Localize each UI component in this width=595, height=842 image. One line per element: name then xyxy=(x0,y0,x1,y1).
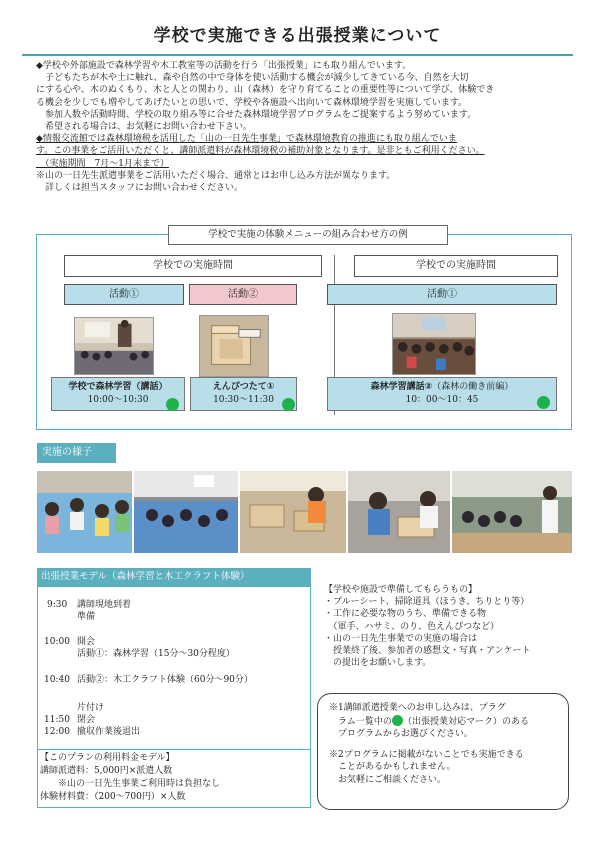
fee-line: ※山の一日先生事業ご利用時は負担なし xyxy=(40,779,221,789)
preparation-item: ・工作に必要な物のうち、準備できる物 xyxy=(324,609,487,620)
gallery-photo-4 xyxy=(348,471,450,553)
left-activity-1-card xyxy=(51,377,185,411)
combination-title: 学校で実施の体験メニューの組み合わせ方の例 xyxy=(168,225,448,245)
schedule-item: 準備 xyxy=(77,612,96,622)
fee-line: 体験材料費：（200〜700円）×人数 xyxy=(40,792,186,802)
intro-note-line: ※山の一日先生派遣事業をご活用いただく場合、通常とはお申し込み方法が異なります。 xyxy=(36,170,396,181)
intro-section xyxy=(36,60,581,194)
schedule-time: 9:30 xyxy=(47,600,68,610)
left-activity-2-name: えんぴつたて① xyxy=(212,382,275,392)
schedule-time: 11:50 xyxy=(44,715,70,725)
left-activity-2-label: 活動② xyxy=(189,284,297,305)
preparation-item: ・山の一日先生事業での実施の場合は xyxy=(324,633,478,644)
right-activity-1-subname: （森林の働き前編） xyxy=(432,382,514,392)
intro-line: ◆学校や外部施設で森林学習や木工教室等の活動を行う「出張授業」にも取り組んでいます。 xyxy=(36,61,412,71)
outreach-mark-icon xyxy=(282,398,295,411)
outreach-mark-icon xyxy=(392,715,403,726)
note-1-line: プログラムからお選びください。 xyxy=(338,729,473,739)
schedule-item: 撤収作業後退出 xyxy=(77,727,141,737)
intro-underlined-line: （実施期間 7月～1月末まで） xyxy=(36,158,169,169)
gallery-photo-2 xyxy=(134,471,238,553)
notes-box xyxy=(317,693,569,810)
preparation-item: の提出をお願いします。 xyxy=(324,658,432,669)
note-2-line: お気軽にご相談ください。 xyxy=(329,774,447,785)
schedule-item: 閉会 xyxy=(77,715,96,725)
outreach-mark-icon xyxy=(537,396,550,409)
combination-example-panel xyxy=(36,229,572,430)
left-schedule-heading: 学校での実施時間 xyxy=(64,255,322,277)
intro-underlined-line: す。この事業をご活用いただくと、講師派遣料が森林環境税の補助対象となります。是非ともご利用ください。 xyxy=(36,146,485,157)
note-1-text: ラム一覧中の xyxy=(338,716,392,727)
page-title: 学校で実施できる出張授業について xyxy=(153,26,442,46)
note-2-line: ※2プログラムに掲載がないことでも実施できる xyxy=(329,749,524,760)
note-2-line: ことがあるかもしれません。 xyxy=(329,762,456,772)
note-1-line: ※1講師派遣授業へのお申し込みは、プラグ xyxy=(329,703,506,713)
intro-line: 参加人数や活動時間、学校の取り組み等に合せた森林環境学習プログラムをご提案するよう努めています。 xyxy=(36,109,477,120)
lecture-photo xyxy=(74,317,154,375)
right-activity-1-label: 活動① xyxy=(327,284,557,305)
right-activity-1-card xyxy=(327,377,557,411)
intro-line: 子どもたちが木や土に触れ、森や自然の中で身体を使い活動する機会が減少してきている今、自然を大切 xyxy=(36,73,469,84)
left-activity-2-time: 10:30〜11:30 xyxy=(213,395,274,405)
right-schedule-heading: 学校での実施時間 xyxy=(354,255,558,277)
gallery-photo-3 xyxy=(240,471,346,553)
pencil-stand-photo xyxy=(199,315,269,377)
gallery-photo-1 xyxy=(37,471,132,553)
preparation-item: 授業終了後、参加者の感想文・写真・アンケート xyxy=(324,646,531,657)
schedule-time: 10:40 xyxy=(44,675,70,685)
intro-line: る機会を少しでも増やしてあげたいとの思いで、学校や各施設へ出向いて森林環境学習を実施しています。 xyxy=(36,97,468,108)
right-activity-1-time: 10：00〜10：45 xyxy=(405,395,479,405)
schedule-item: 片付け xyxy=(77,703,105,713)
preparation-item: （軍手、ハサミ、のり、色えんぴつなど） xyxy=(324,621,500,632)
schedule-item: 活動②：木工クラフト体験（60分〜90分） xyxy=(77,675,253,685)
fee-heading: 【このプランの利用料金モデル】 xyxy=(40,753,175,763)
schedule-time: 12:00 xyxy=(44,727,70,737)
schedule-item: 開会 xyxy=(77,637,96,647)
schedule-time: 10:00 xyxy=(44,637,70,647)
preparation-item: ・ブルーシート、掃除道具（ほうき、ちりとり等） xyxy=(324,597,530,608)
left-activity-2-card xyxy=(190,377,297,411)
fee-line: 講師派遣料：5,000円×派遣人数 xyxy=(40,766,173,776)
schedule-item: 講師現地到着 xyxy=(77,600,132,610)
note-1-line xyxy=(329,715,560,729)
left-activity-1-time: 10:00〜10:30 xyxy=(87,395,149,405)
right-activity-1-name: 森林学習講話② xyxy=(370,382,433,392)
left-activity-1-label: 活動① xyxy=(64,284,184,305)
forest-lecture-photo xyxy=(392,313,476,375)
intro-underlined-line: ◆情報交流館では森林環境税を活用した「山の一日先生事業」で森林環境教育の推進にも取り組んでいま xyxy=(36,134,457,145)
intro-line: にする心や、木のぬくもり、木と人との関わり、山（森林）を守り育てることの重要性等について学び、体験でき xyxy=(36,85,495,96)
preparation-heading: 【学校や施設で準備してもらうもの】 xyxy=(324,585,478,595)
preparation-list xyxy=(324,584,584,669)
title-bar xyxy=(22,16,573,56)
intro-line: 希望される場合は、お気軽にお問い合わせ下さい。 xyxy=(36,122,253,133)
schedule-item: 活動①：森林学習（15分〜30分程度） xyxy=(77,649,235,659)
left-activity-1-name: 学校で森林学習（講話） xyxy=(68,382,168,392)
model-heading: 出張授業モデル（森林学習と木工クラフト体験） xyxy=(37,568,311,586)
note-1-text: （出張授業対応マーク）のある xyxy=(402,716,529,727)
fee-divider xyxy=(37,749,311,750)
scene-label: 実施の様子 xyxy=(37,443,116,463)
gallery-photo-5 xyxy=(452,471,572,553)
intro-note-line: 詳しくは担当スタッフにお問い合わせください。 xyxy=(36,183,244,194)
outreach-mark-icon xyxy=(166,398,179,411)
